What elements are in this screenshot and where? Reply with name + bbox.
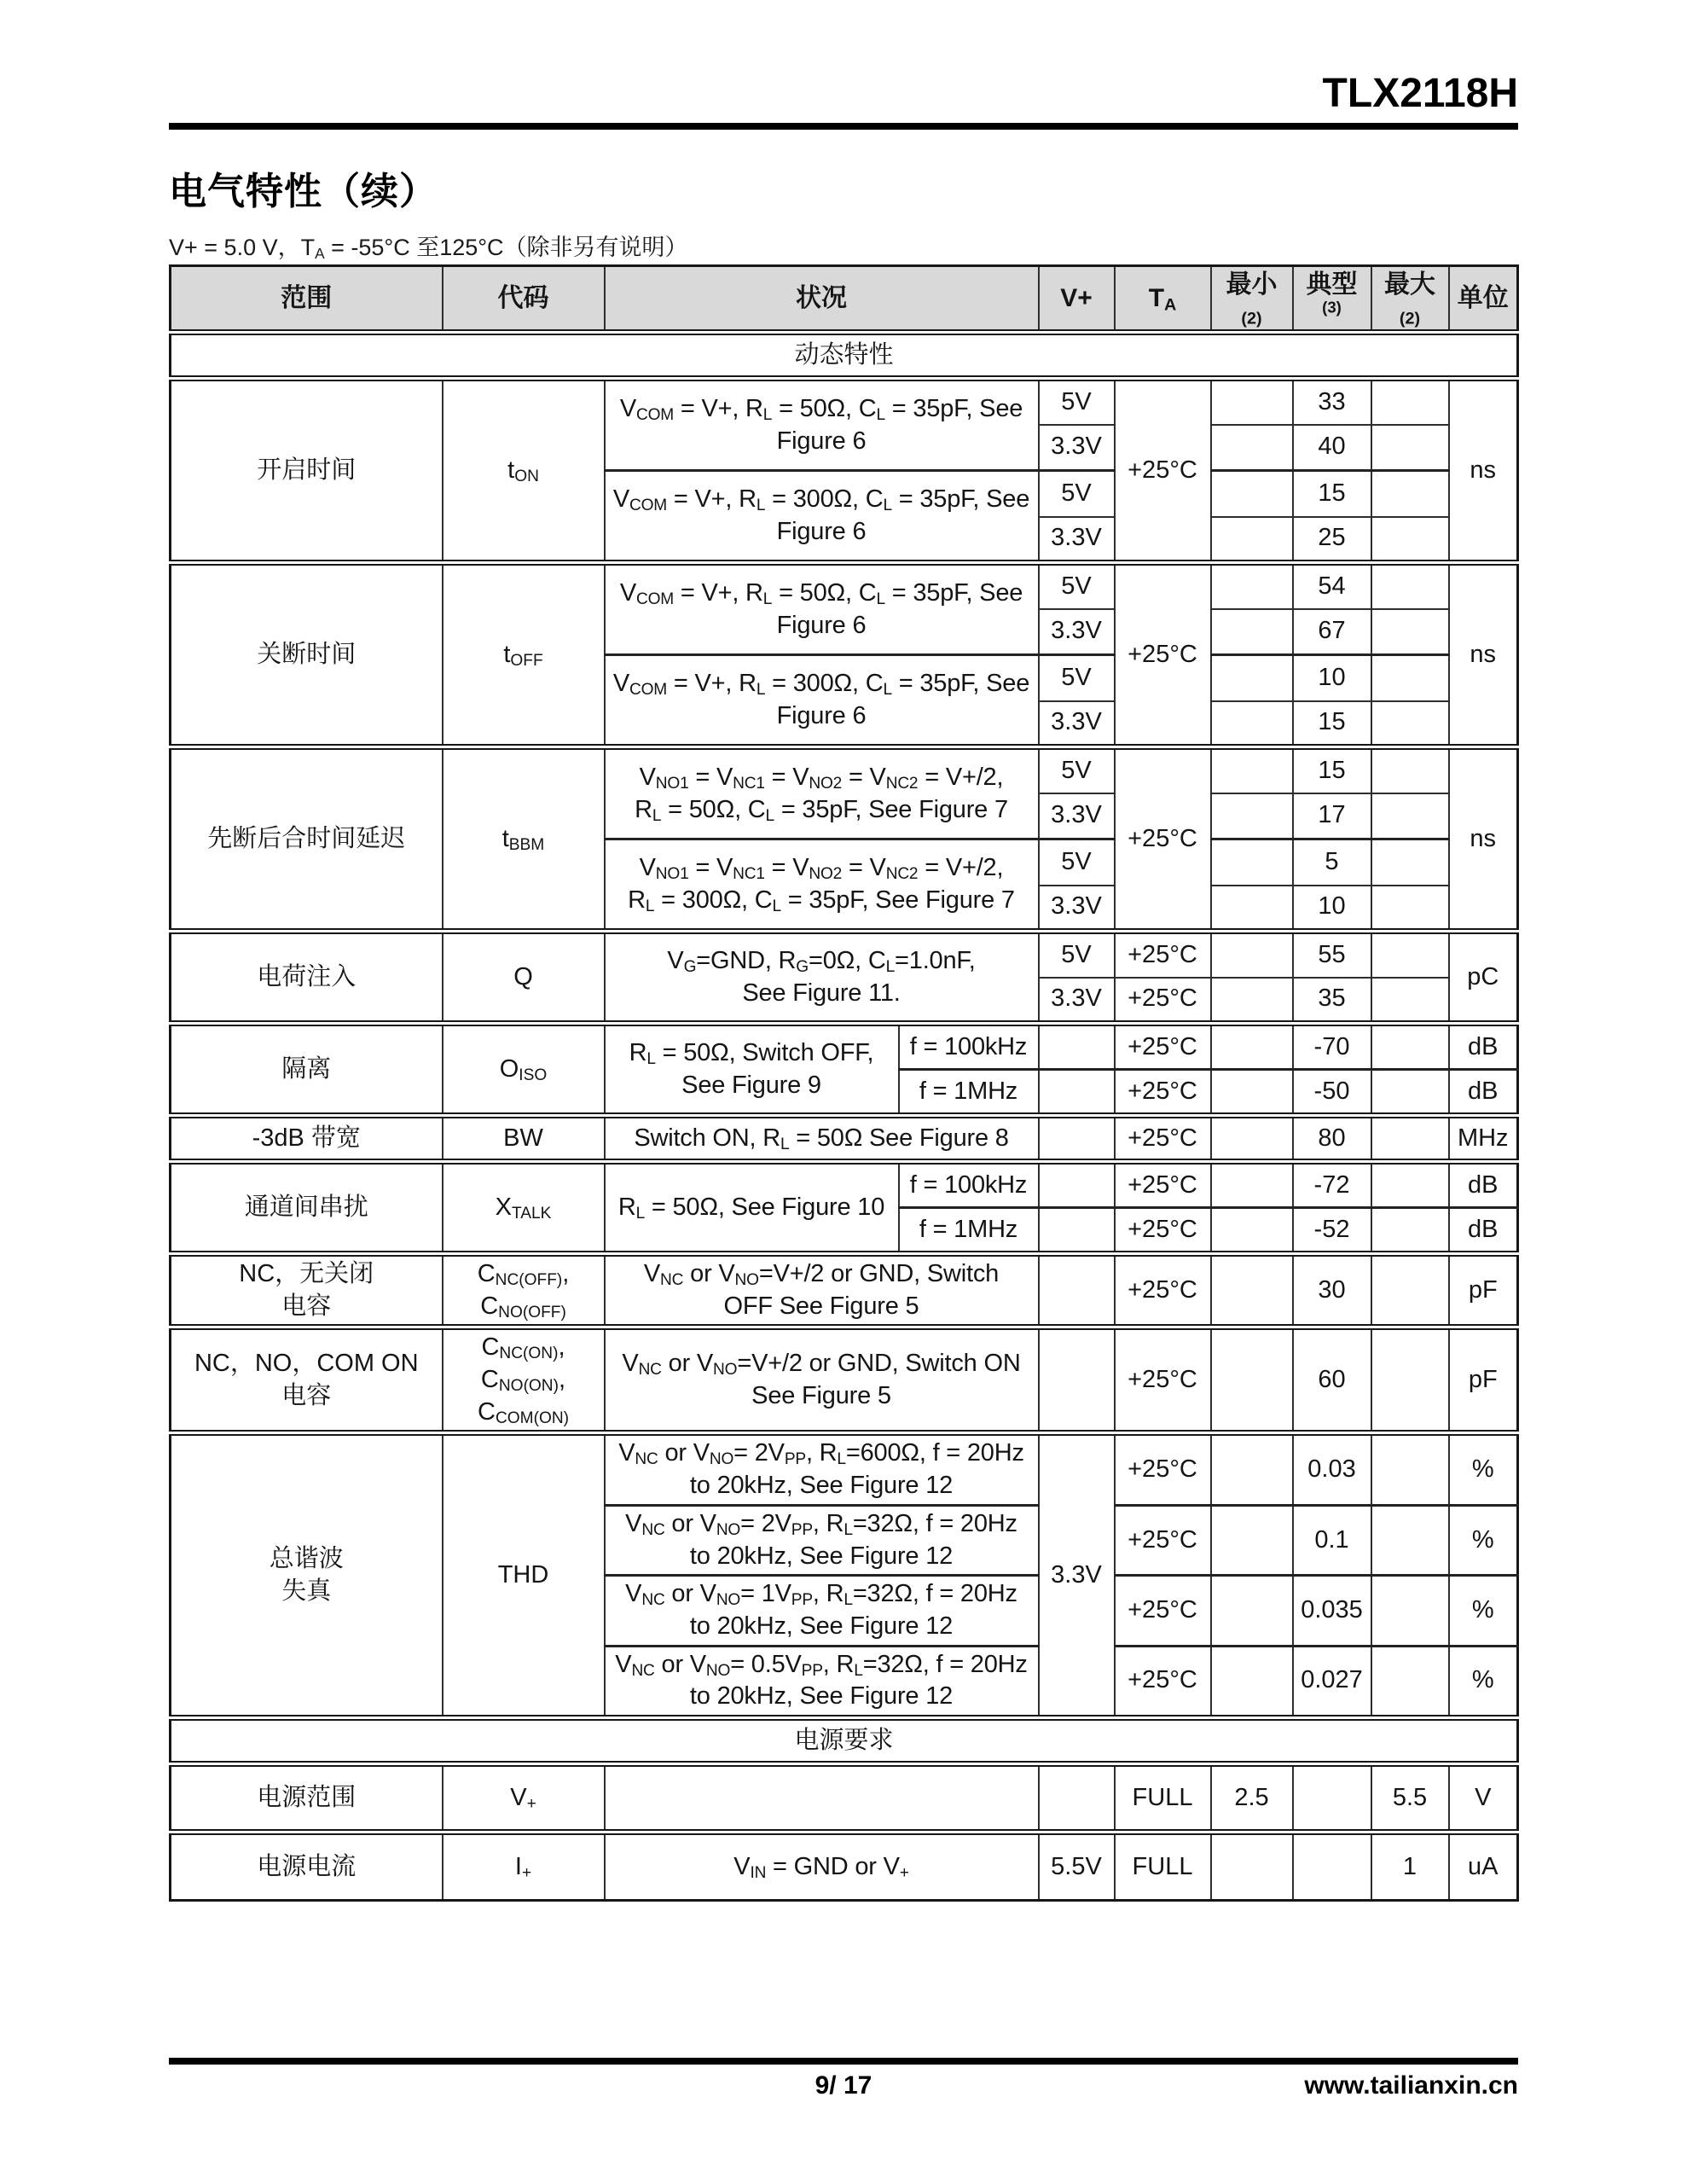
cell-max xyxy=(1371,609,1449,655)
cell-typ: 15 xyxy=(1293,471,1371,517)
cell-min xyxy=(1211,1327,1293,1433)
cell-typ: 5 xyxy=(1293,839,1371,886)
cell-ta: +25°C xyxy=(1115,1254,1211,1327)
cell-param: NC，NO，COM ON 电容 xyxy=(171,1327,443,1433)
cell-unit: % xyxy=(1449,1646,1518,1717)
cell-unit: % xyxy=(1449,1505,1518,1575)
cell-max xyxy=(1371,932,1449,978)
cell-vp: 5V xyxy=(1039,655,1115,701)
cell-ta: +25°C xyxy=(1115,563,1211,747)
cell-max: 1 xyxy=(1371,1832,1449,1900)
cell-vp: 3.3V xyxy=(1039,1433,1115,1718)
cell-vp xyxy=(1039,1024,1115,1070)
cell-vp: 5V xyxy=(1039,839,1115,886)
cell-param: 电荷注入 xyxy=(171,932,443,1024)
cell-param: 电源范围 xyxy=(171,1763,443,1832)
cell-min xyxy=(1211,1208,1293,1254)
cell-vp: 5V xyxy=(1039,563,1115,609)
cell-min xyxy=(1211,609,1293,655)
footer-rule xyxy=(169,2058,1518,2065)
cell-vp: 3.3V xyxy=(1039,886,1115,932)
cell-param: 总谐波 失真 xyxy=(171,1433,443,1718)
cell-typ: 0.035 xyxy=(1293,1576,1371,1646)
cell-vp xyxy=(1039,1254,1115,1327)
cell-typ: 35 xyxy=(1293,978,1371,1024)
cell-sym: THD xyxy=(443,1433,605,1718)
cell-ta: +25°C xyxy=(1115,747,1211,932)
cell-unit: % xyxy=(1449,1433,1518,1505)
cell-vp: 3.3V xyxy=(1039,425,1115,471)
cell-freq: f = 1MHz xyxy=(899,1208,1039,1254)
cell-min xyxy=(1211,1254,1293,1327)
cell-sym: $t_{OFF}$ xyxy=(443,563,605,747)
col-header-min: 最小 $_{(2)}$ xyxy=(1211,266,1293,333)
cell-vp xyxy=(1039,1327,1115,1433)
cell-max xyxy=(1371,839,1449,886)
cell-ta: FULL xyxy=(1115,1763,1211,1832)
col-header-cond: 状况 xyxy=(605,266,1039,333)
cell-vp: 3.3V xyxy=(1039,793,1115,839)
cell-param: 通道间串扰 xyxy=(171,1162,443,1254)
cell-ta: +25°C xyxy=(1115,1070,1211,1116)
cell-min xyxy=(1211,1433,1293,1505)
cell-section: 电源要求 xyxy=(171,1717,1518,1763)
cell-cond: $R_L = 50\Omega$, See Figure 10 xyxy=(605,1162,899,1254)
cell-cond: $V_{NC}$ or $V_{NO}= 0.5V_{PP}$, $R_L=32\Omega$, f = 20Hz to 20kHz, See Figure 12 xyxy=(605,1646,1039,1717)
spec-table-head xyxy=(171,266,1518,333)
cell-section: 动态特性 xyxy=(171,333,1518,379)
page-title: 电气特性（续） xyxy=(169,171,438,212)
cell-vp: 5V xyxy=(1039,471,1115,517)
spec-table-body xyxy=(171,333,1518,1901)
cell-vp xyxy=(1039,1763,1115,1832)
col-header-param: 范围 xyxy=(171,266,443,333)
cell-typ: 67 xyxy=(1293,609,1371,655)
cell-min xyxy=(1211,886,1293,932)
cell-max xyxy=(1371,1024,1449,1070)
website-text: www.tailianxin.cn xyxy=(1304,2071,1518,2100)
cell-min xyxy=(1211,1162,1293,1208)
cell-unit: ns xyxy=(1449,379,1518,563)
cell-max: 5.5 xyxy=(1371,1763,1449,1832)
cell-sym: $I_+$ xyxy=(443,1832,605,1900)
cell-min xyxy=(1211,517,1293,563)
cell-typ: -72 xyxy=(1293,1162,1371,1208)
cell-max xyxy=(1371,701,1449,747)
cell-cond: $V_{NC}$ or $V_{NO}= 1V_{PP}$, $R_L=32\Omega$, f = 20Hz to 20kHz, See Figure 12 xyxy=(605,1576,1039,1646)
cell-vp xyxy=(1039,1208,1115,1254)
cell-typ: -52 xyxy=(1293,1208,1371,1254)
cell-cond: $V_{COM} = V+$, $R_L = 300\Omega$, $C_L = 35pF$, See Figure 6 xyxy=(605,471,1039,563)
col-header-unit: 单位 xyxy=(1449,266,1518,333)
cell-unit: MHz xyxy=(1449,1116,1518,1162)
cell-typ: 54 xyxy=(1293,563,1371,609)
cell-vp: 3.3V xyxy=(1039,517,1115,563)
cell-ta: +25°C xyxy=(1115,1327,1211,1433)
cell-max xyxy=(1371,1646,1449,1717)
header-rule xyxy=(169,123,1518,130)
cell-min xyxy=(1211,1832,1293,1900)
cell-sym: BW xyxy=(443,1116,605,1162)
cell-cond: $V_{NC}$ or $V_{NO}=V+/2$ or GND, Switch OFF See Figure 5 xyxy=(605,1254,1039,1327)
cell-unit: pF xyxy=(1449,1327,1518,1433)
cell-typ xyxy=(1293,1763,1371,1832)
col-header-max: 最大 $_{(2)}$ xyxy=(1371,266,1449,333)
cell-cond: $V_{NC}$ or $V_{NO}=V+/2$ or GND, Switch ON See Figure 5 xyxy=(605,1327,1039,1433)
cell-sym: $O_{ISO}$ xyxy=(443,1024,605,1116)
cell-unit: % xyxy=(1449,1576,1518,1646)
cell-cond: $V_{COM} = V+$, $R_L = 50\Omega$, $C_L = 35pF$, See Figure 6 xyxy=(605,563,1039,655)
cell-max xyxy=(1371,886,1449,932)
cell-param: 开启时间 xyxy=(171,379,443,563)
cell-param: -3dB 带宽 xyxy=(171,1116,443,1162)
cell-max xyxy=(1371,563,1449,609)
spec-table xyxy=(169,264,1519,1902)
cell-ta: +25°C xyxy=(1115,1505,1211,1575)
cell-param: 关断时间 xyxy=(171,563,443,747)
cell-max xyxy=(1371,1162,1449,1208)
col-header-typ: 典型$^{(3)}$ xyxy=(1293,266,1371,333)
cell-unit: uA xyxy=(1449,1832,1518,1900)
cell-ta: +25°C xyxy=(1115,1208,1211,1254)
cell-ta: +25°C xyxy=(1115,978,1211,1024)
cell-ta: +25°C xyxy=(1115,1024,1211,1070)
cell-max xyxy=(1371,793,1449,839)
cell-min xyxy=(1211,701,1293,747)
cell-typ: 55 xyxy=(1293,932,1371,978)
cell-min xyxy=(1211,1646,1293,1717)
cell-typ: 25 xyxy=(1293,517,1371,563)
col-header-vp: V+ xyxy=(1039,266,1115,333)
cell-cond xyxy=(605,1763,1039,1832)
cell-param: 电源电流 xyxy=(171,1832,443,1900)
cell-cond: $V_{NO1} = V_{NC1} = V_{NO2} = V_{NC2} = V+/2$, $R_L = 300\Omega$, $C_L = 35pF$, See Figure 7 xyxy=(605,839,1039,932)
cell-cond: $R_L = 50\Omega$, Switch OFF, See Figure 9 xyxy=(605,1024,899,1116)
cell-vp: 3.3V xyxy=(1039,609,1115,655)
cell-cond: $V_{NO1} = V_{NC1} = V_{NO2} = V_{NC2} = V+/2$, $R_L = 50\Omega$, $C_L = 35pF$, See Figure 7 xyxy=(605,747,1039,839)
cell-unit: pF xyxy=(1449,1254,1518,1327)
cell-unit: ns xyxy=(1449,563,1518,747)
cell-unit: V xyxy=(1449,1763,1518,1832)
cell-unit: ns xyxy=(1449,747,1518,932)
cell-typ: 10 xyxy=(1293,655,1371,701)
cell-unit: pC xyxy=(1449,932,1518,1024)
cell-min xyxy=(1211,747,1293,793)
cell-min xyxy=(1211,1070,1293,1116)
cell-max xyxy=(1371,655,1449,701)
cell-min xyxy=(1211,1116,1293,1162)
cell-sym: $X_{TALK}$ xyxy=(443,1162,605,1254)
cell-freq: f = 1MHz xyxy=(899,1070,1039,1116)
cell-sym: $C_{NC(OFF)}$, $C_{NO(OFF)}$ xyxy=(443,1254,605,1327)
cell-typ: 33 xyxy=(1293,379,1371,425)
cell-param: 先断后合时间延迟 xyxy=(171,747,443,932)
cell-param: 隔离 xyxy=(171,1024,443,1116)
cell-min xyxy=(1211,932,1293,978)
cell-min xyxy=(1211,1024,1293,1070)
cell-vp xyxy=(1039,1162,1115,1208)
cell-ta: +25°C xyxy=(1115,1646,1211,1717)
cell-typ: -70 xyxy=(1293,1024,1371,1070)
cell-unit: dB xyxy=(1449,1024,1518,1070)
cell-typ: 30 xyxy=(1293,1254,1371,1327)
cell-min: 2.5 xyxy=(1211,1763,1293,1832)
cell-typ: 17 xyxy=(1293,793,1371,839)
cell-min xyxy=(1211,1576,1293,1646)
cell-sym: $V_+$ xyxy=(443,1763,605,1832)
cell-min xyxy=(1211,793,1293,839)
cell-typ: 0.027 xyxy=(1293,1646,1371,1717)
cell-cond: $V_G=GND$, $R_G=0\Omega$, $C_L=1.0nF$, See Figure 11. xyxy=(605,932,1039,1024)
cell-freq: f = 100kHz xyxy=(899,1024,1039,1070)
cell-max xyxy=(1371,1208,1449,1254)
cell-typ: 10 xyxy=(1293,886,1371,932)
cell-cond: $V_{COM} = V+$, $R_L = 50\Omega$, $C_L = 35pF$, See Figure 6 xyxy=(605,379,1039,471)
cell-unit: dB xyxy=(1449,1162,1518,1208)
page-number: 9/ 17 xyxy=(815,2071,872,2100)
cell-min xyxy=(1211,379,1293,425)
cell-freq: f = 100kHz xyxy=(899,1162,1039,1208)
cell-cond: $V_{COM} = V+$, $R_L = 300\Omega$, $C_L = 35pF$, See Figure 6 xyxy=(605,655,1039,747)
cell-vp xyxy=(1039,1070,1115,1116)
cell-min xyxy=(1211,425,1293,471)
cell-cond: $V_{NC}$ or $V_{NO}= 2V_{PP}$, $R_L=600\Omega$, f = 20Hz to 20kHz, See Figure 12 xyxy=(605,1433,1039,1505)
cell-vp: 5.5V xyxy=(1039,1832,1115,1900)
cell-max xyxy=(1371,1070,1449,1116)
cell-max xyxy=(1371,1576,1449,1646)
cell-unit: dB xyxy=(1449,1070,1518,1116)
cell-param: NC，无关闭 电容 xyxy=(171,1254,443,1327)
cell-sym: Q xyxy=(443,932,605,1024)
cell-min xyxy=(1211,655,1293,701)
cell-typ: -50 xyxy=(1293,1070,1371,1116)
col-header-ta: $T_A$ xyxy=(1115,266,1211,333)
cell-max xyxy=(1371,1433,1449,1505)
cell-max xyxy=(1371,1505,1449,1575)
cell-typ: 40 xyxy=(1293,425,1371,471)
cell-ta: +25°C xyxy=(1115,1162,1211,1208)
cell-unit: dB xyxy=(1449,1208,1518,1254)
cell-ta: +25°C xyxy=(1115,932,1211,978)
cell-typ: 0.03 xyxy=(1293,1433,1371,1505)
cell-max xyxy=(1371,1116,1449,1162)
cell-typ xyxy=(1293,1832,1371,1900)
cell-vp xyxy=(1039,1116,1115,1162)
cell-cond: $V_{IN}$ = GND or $V_+$ xyxy=(605,1832,1039,1900)
cell-min xyxy=(1211,839,1293,886)
cell-vp: 3.3V xyxy=(1039,978,1115,1024)
cell-typ: 80 xyxy=(1293,1116,1371,1162)
cell-sym: $C_{NC(ON)}$, $C_{NO(ON)}$, $C_{COM(ON)}$ xyxy=(443,1327,605,1433)
cell-ta: +25°C xyxy=(1115,1576,1211,1646)
cell-vp: 5V xyxy=(1039,747,1115,793)
cell-sym: $t_{ON}$ xyxy=(443,379,605,563)
cell-typ: 15 xyxy=(1293,747,1371,793)
cell-ta: FULL xyxy=(1115,1832,1211,1900)
cell-cond: $V_{NC}$ or $V_{NO}= 2V_{PP}$, $R_L=32\Omega$, f = 20Hz to 20kHz, See Figure 12 xyxy=(605,1505,1039,1575)
cell-ta: +25°C xyxy=(1115,379,1211,563)
cell-max xyxy=(1371,747,1449,793)
cell-min xyxy=(1211,1505,1293,1575)
cell-ta: +25°C xyxy=(1115,1116,1211,1162)
test-conditions-note: V+ = 5.0 V，$T_A = -55^\circ C$ 至125°C（除非另有说明） xyxy=(169,235,688,262)
cell-max xyxy=(1371,1327,1449,1433)
cell-typ: 0.1 xyxy=(1293,1505,1371,1575)
cell-vp: 5V xyxy=(1039,379,1115,425)
part-number: TLX2118H xyxy=(1322,71,1518,116)
cell-ta: +25°C xyxy=(1115,1433,1211,1505)
cell-min xyxy=(1211,563,1293,609)
cell-min xyxy=(1211,978,1293,1024)
cell-max xyxy=(1371,517,1449,563)
cell-typ: 60 xyxy=(1293,1327,1371,1433)
cell-max xyxy=(1371,379,1449,425)
cell-vp: 3.3V xyxy=(1039,701,1115,747)
cell-vp: 5V xyxy=(1039,932,1115,978)
cell-max xyxy=(1371,978,1449,1024)
cell-max xyxy=(1371,425,1449,471)
cell-min xyxy=(1211,471,1293,517)
cell-max xyxy=(1371,1254,1449,1327)
col-header-sym: 代码 xyxy=(443,266,605,333)
cell-max xyxy=(1371,471,1449,517)
cell-typ: 15 xyxy=(1293,701,1371,747)
cell-sym: $t_{BBM}$ xyxy=(443,747,605,932)
cell-cond: Switch ON, $R_L = 50\Omega$ See Figure 8 xyxy=(605,1116,1039,1162)
